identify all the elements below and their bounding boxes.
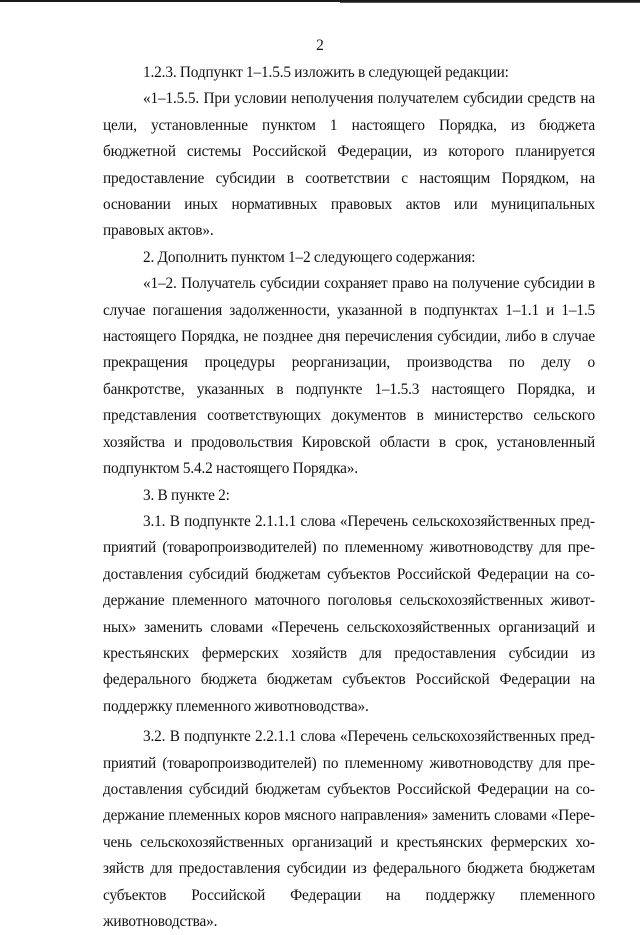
paragraph-item-3: 3. В пункте 2: <box>143 486 230 504</box>
paragraph-item-3-1: 3.1. В подпункте 2.1.1.1 слова «Перечень сельскохозяйственных предприятий (товаропроизводителей) по племенному животноводству для предоставления субсидий бюджетам субъектов Российской Федерации на содержание племенного маточного поголовья сельскохозяйственных животных» заменить словами «Перечень сельскохозяйственных организаций и крестьянских фермерских хозяйств для предоставления субсидии из федерального бюджета бюджетам субъектов Российской Федерации на поддержку племенного животноводства». <box>103 512 595 715</box>
paragraph-item-2: 2. Дополнить пунктом 1–2 следующего содержания: <box>143 248 476 266</box>
paragraph-item-3-2: 3.2. В подпункте 2.2.1.1 слова «Перечень сельскохозяйственных предприятий (товаропроизводителей) по племенному животноводству для предоставления субсидий бюджетам субъектов Российской Федерации на содержание племенных коров мясного направления» заменить словами «Перечень сельскохозяйственных организаций и крестьянских фермерских хозяйств для предоставления субсидии из федерального бюджета бюджетам субъектов Российской Федерации на поддержку племенного животноводства». <box>103 728 595 930</box>
scan-edge-line <box>340 2 640 3</box>
paragraph-1-2-3: 1.2.3. Подпункт 1–1.5.5 изложить в следующей редакции: <box>143 64 509 81</box>
paragraph-quote-1-2: «1–2. Получатель субсидии сохраняет право на получение субсидии в случае погашения задолженности, указанной в подпунктах 1–1.1 и 1–1.5 настоящего Порядка, не позднее дня перечисления субсидии, либо в случае прекращения процедуры реорганизации, производства по делу о банкротстве, указанных в подпункте 1–1.5.3 настоящего Порядка, и представления соответствующих документов в министерство сельского хозяйства и продовольствия Кировской области в срок, установленный подпунктом 5.4.2 настоящего Порядка». <box>103 275 595 478</box>
paragraph-quote-1-1-5-5: «1–1.5.5. При условии неполучения получателем субсидии средств на цели, установленные пунктом 1 настоящего Порядка, из бюджета бюджетной системы Российской Федерации, из которого планируется предоставление субсидии в соответствии с настоящим Порядком, на основании иных нормативных правовых актов или муниципальных правовых актов». <box>103 90 595 240</box>
page-number: 2 <box>316 37 324 54</box>
document-body <box>103 60 595 935</box>
